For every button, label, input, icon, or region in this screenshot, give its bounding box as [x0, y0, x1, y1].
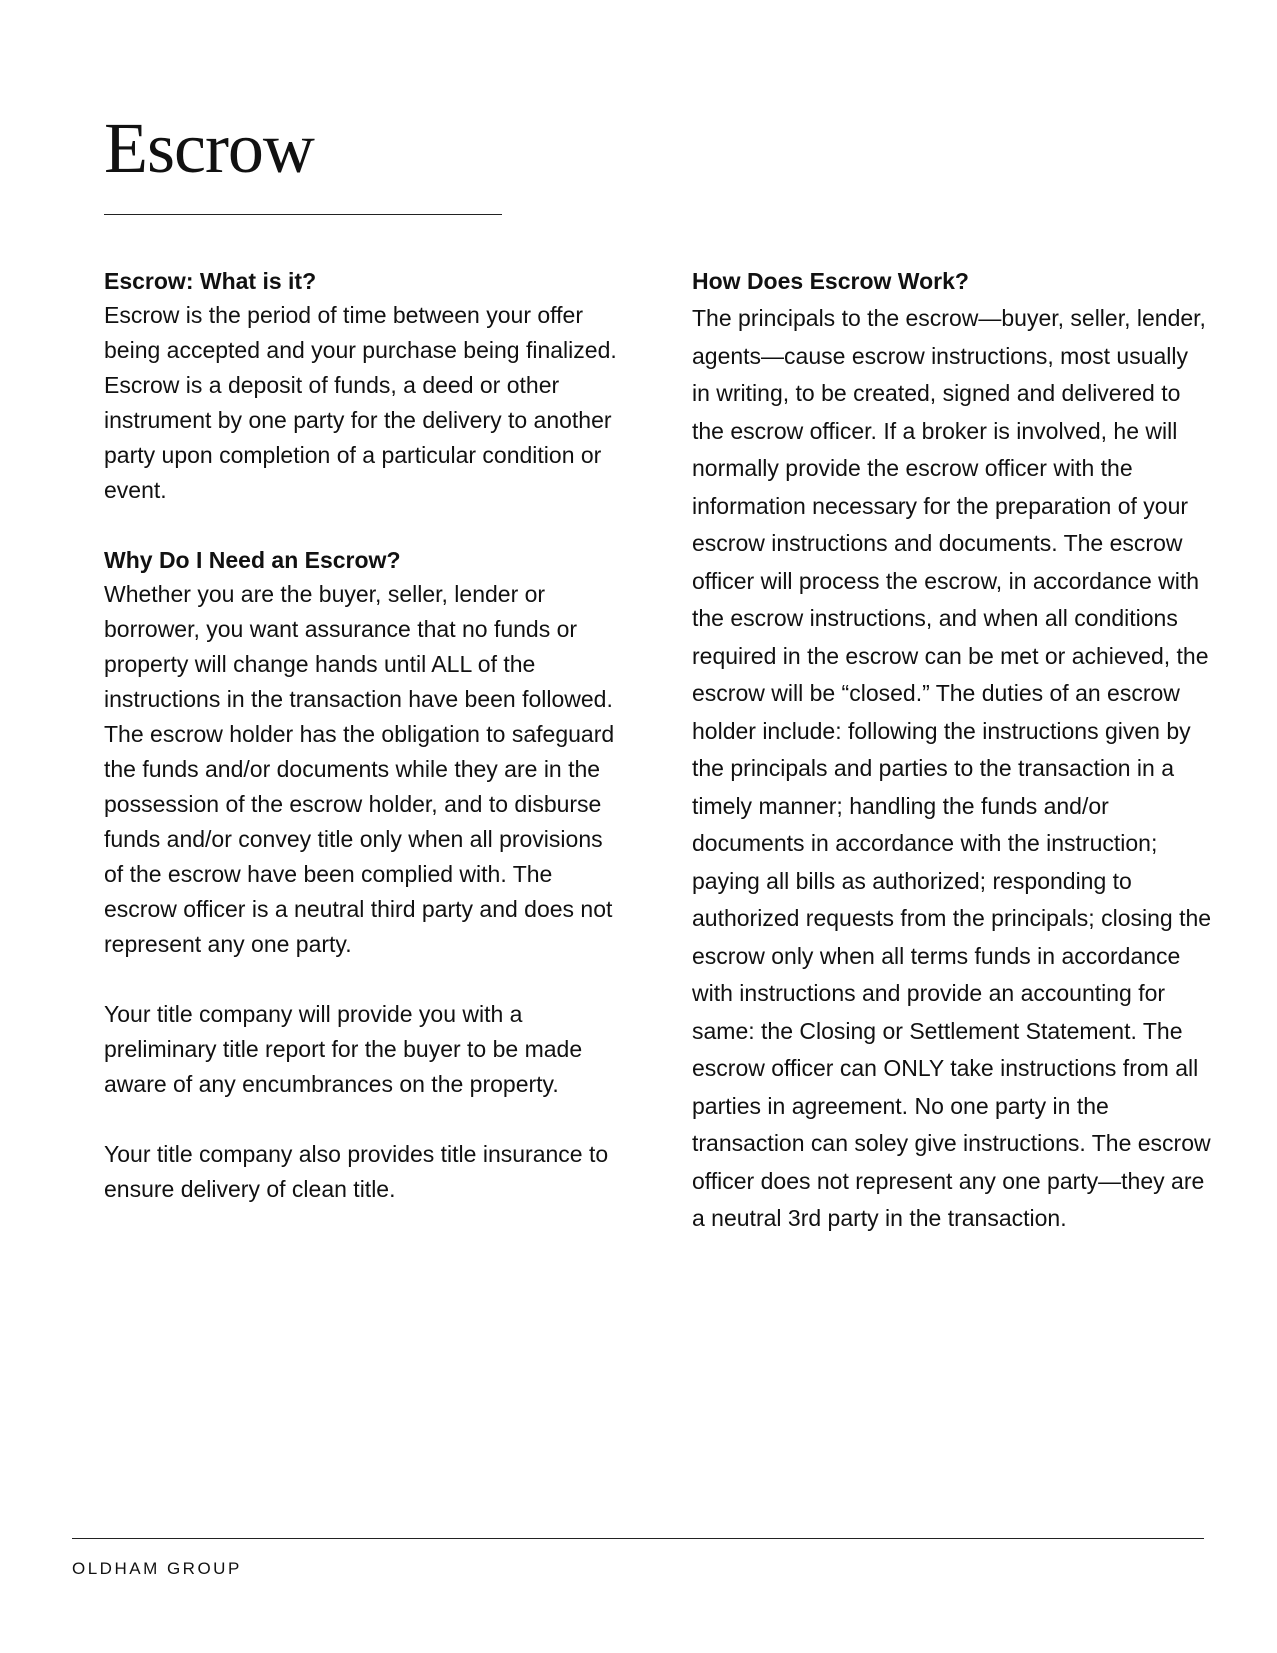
- section-heading-why-need-escrow: Why Do I Need an Escrow?: [104, 547, 401, 573]
- paragraph-title-insurance: Your title company also provides title insurance to ensure delivery of clean title.: [104, 1141, 609, 1202]
- footer-brand-name: OLDHAM GROUP: [72, 1559, 242, 1578]
- page-title: Escrow: [104, 108, 314, 188]
- paragraph-what-is-escrow: Escrow is the period of time between your offer being accepted and your purchase being finalized. Escrow is a deposit of funds, a deed or other instrument by one party for the delivery to another party upon completion of a particular condition or event.: [104, 302, 617, 503]
- title-divider: [104, 214, 502, 215]
- section-heading-what-is-escrow: Escrow: What is it?: [104, 268, 317, 294]
- paragraph-how-escrow-works: The principals to the escrow—buyer, seller, lender, agents—cause escrow instructions, most usually in writing, to be created, signed and delivered to the escrow officer. If a broker is involved, he will normally provide the escrow officer with the information necessary for the preparation of your escrow instructions and documents. The escrow officer will process the escrow, in accordance with the escrow instructions, and when all conditions required in the escrow can be met or achieved, the escrow will be “closed.” The duties of an escrow holder include: following the instructions given by the principals and parties to the transaction in a timely manner; handling the funds and/or documents in accordance with the instruction; paying all bills as authorized; responding to authorized requests from the principals; closing the escrow only when all terms funds in accordance with instructions and provide an accounting for same: the Closing or Settlement Statement. The escrow officer can ONLY take instructions from all parties in agreement. No one party in the transaction can soley give instructions. The escrow officer does not represent any one party—they are a neutral 3rd party in the transaction.: [692, 305, 1212, 1231]
- right-column: [692, 264, 1212, 1238]
- section-heading-how-escrow-works: How Does Escrow Work?: [692, 268, 969, 294]
- footer-divider: [72, 1538, 1204, 1539]
- paragraph-preliminary-title-report: Your title company will provide you with a preliminary title report for the buyer to be made aware of any encumbrances on the property.: [104, 1001, 583, 1097]
- paragraph-why-need-escrow: Whether you are the buyer, seller, lender or borrower, you want assurance that no funds or property will change hands until ALL of the instructions in the transaction have been followed. The escrow holder has the obligation to safeguard the funds and/or documents while they are in the possession of the escrow holder, and to disburse funds and/or convey title only when all provisions of the escrow have been complied with. The escrow officer is a neutral third party and does not represent any one party.: [104, 581, 615, 957]
- left-column: [104, 264, 644, 1242]
